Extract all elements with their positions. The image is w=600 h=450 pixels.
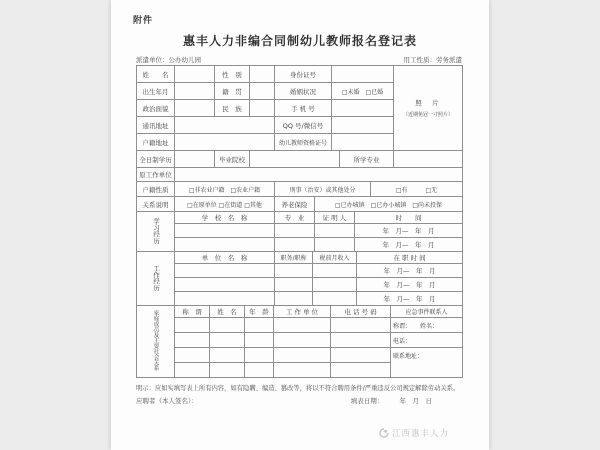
edu-row-major-cell (275, 224, 315, 238)
edu-row-reference-cell (315, 238, 355, 252)
family-row-relation-cell (175, 363, 210, 378)
qq-wechat-value-cell (332, 117, 394, 134)
basic-info-table (136, 65, 463, 151)
education-line-table (136, 150, 463, 168)
edu-row-major-cell (275, 238, 315, 252)
family-row-name-cell (210, 318, 245, 333)
watermark (379, 427, 449, 439)
signature-row (136, 396, 462, 405)
work-row-employer-cell (175, 292, 275, 306)
pension-options: □已办城镇 □已办小城镇 □尚未投保 (315, 197, 463, 212)
work-row-employer-cell (175, 278, 275, 292)
work-row-position-cell (275, 278, 313, 292)
qq-wechat-label: QQ 号/微信号 (275, 117, 332, 134)
teacher-cert-value-cell (332, 134, 394, 151)
work-row-tenure-cell: 年 月— 年 月 (357, 292, 463, 306)
emergency-contact-header: 应急事件联系人 (391, 306, 463, 318)
family-row-relation-cell (175, 348, 210, 363)
checkbox-rows-table (136, 181, 463, 212)
graduate-school-label: 毕业院校 (215, 151, 250, 168)
work-row-salary-cell (313, 278, 357, 292)
gender-value-cell (250, 66, 275, 83)
birth-value-cell (175, 83, 215, 100)
emergency-address-line: 联系地址： (391, 348, 463, 378)
name-value-cell (175, 66, 215, 83)
family-row-age-cell (245, 318, 274, 333)
family-members-table (136, 305, 463, 378)
family-row-phone-cell (331, 363, 391, 378)
gender-label: 性 别 (215, 66, 250, 83)
work-row-salary-cell (313, 264, 357, 278)
family-col-name: 姓 名 (210, 306, 245, 318)
fill-date-label: 填表日期： 年 月 日 (350, 397, 432, 405)
work-col-tenure: 在 职 时 间 (357, 252, 463, 264)
applicant-signature-label: 应聘者（本人签名）： (136, 397, 198, 405)
work-row-tenure-cell: 年 月— 年 月 (357, 264, 463, 278)
education-history-table (136, 211, 463, 252)
hukou-type-label: 户籍性质 (137, 182, 175, 197)
name-label: 姓 名 (137, 66, 175, 83)
native-place-value-cell (250, 83, 275, 100)
employment-type-label: 用工性质：劳务派遣 (403, 56, 462, 64)
family-col-age: 年 龄 (245, 306, 274, 318)
work-col-employer: 单 位 名 称 (175, 252, 275, 264)
previous-employer-label: 原工作单位 (137, 168, 175, 182)
form-note: 明示：应如实填写表上所有内容，如有隐瞒、编造、篡改等，将以不符合聘用条件/严重违反公司规定解除劳动关系。 (136, 385, 460, 392)
marital-options: □未婚 □已婚 (332, 83, 394, 100)
fulltime-edu-label: 全日制学历 (137, 151, 175, 168)
family-row-relation-cell (175, 318, 210, 333)
work-row-tenure-cell: 年 月— 年 月 (357, 278, 463, 292)
work-history-table (136, 251, 463, 306)
edu-row-time-cell: 年 月— 年 月 (355, 238, 463, 252)
education-history-section-label: 学习经历 (137, 212, 175, 252)
registered-address-value-cell (175, 134, 275, 151)
family-row-name-cell (210, 348, 245, 363)
work-row-position-cell (275, 292, 313, 306)
registration-form-table (136, 66, 462, 378)
family-row-phone-cell (331, 348, 391, 363)
form-meta-row (136, 55, 462, 64)
registered-address-label: 户籍地址 (137, 134, 175, 151)
previous-employer-table (136, 167, 463, 182)
edu-col-reference: 证 明 人 (315, 212, 355, 224)
mobile-label: 手 机 号 (275, 100, 332, 117)
huifeng-logo-icon (379, 428, 389, 438)
criminal-record-label: 刑事（治安）或其他处分 (275, 182, 371, 197)
mail-address-value-cell (175, 117, 275, 134)
work-col-position: 职务/职称 (275, 252, 313, 264)
edu-row-time-cell: 年 月— 年 月 (355, 224, 463, 238)
major-label: 所学专业 (340, 151, 394, 168)
id-number-label: 身份证号 (275, 66, 332, 83)
edu-col-major: 专 业 (275, 212, 315, 224)
previous-employer-value-cell (175, 168, 463, 182)
edu-row-reference-cell (315, 224, 355, 238)
family-row-employer-cell (274, 333, 331, 348)
relation-note-label: 关系说明 (137, 197, 175, 212)
graduate-school-value-cell (250, 151, 340, 168)
hukou-type-options: □非农业户籍 □农业户籍 (175, 182, 275, 197)
family-row-relation-cell (175, 333, 210, 348)
family-row-employer-cell (274, 318, 331, 333)
politics-value-cell (175, 100, 215, 117)
family-col-relation: 称 谓 (175, 306, 210, 318)
family-row-phone-cell (331, 318, 391, 333)
family-col-employer: 工 作 单 位 (274, 306, 331, 318)
family-row-name-cell (210, 333, 245, 348)
emergency-phone-line: 电话： (391, 333, 463, 348)
edu-row-school-cell (175, 224, 275, 238)
attachment-label: 附件 (133, 16, 154, 26)
family-row-age-cell (245, 348, 274, 363)
scanned-form-page (111, 0, 489, 450)
family-row-employer-cell (274, 348, 331, 363)
teacher-cert-label: 幼儿教师资格证号 (275, 134, 332, 151)
edu-row-school-cell (175, 238, 275, 252)
edu-col-school: 学 校 名 称 (175, 212, 275, 224)
work-row-employer-cell (175, 264, 275, 278)
form-title: 惠丰人力非编合同制幼儿教师报名登记表 (182, 34, 417, 48)
pension-label: 养老保险 (275, 197, 315, 212)
fulltime-edu-value-cell (175, 151, 215, 168)
family-row-name-cell (210, 363, 245, 378)
family-row-employer-cell (274, 363, 331, 378)
photo-title: 照 片 (415, 99, 441, 107)
photo-note: （近期免冠一寸照片） (402, 112, 453, 118)
emergency-relation-name-line: 称谓： 姓名： (391, 318, 463, 333)
major-value-cell (394, 151, 463, 168)
edu-col-time: 时 间 (355, 212, 463, 224)
family-row-age-cell (245, 363, 274, 378)
work-history-section-label: 工作经历 (137, 252, 175, 306)
work-col-salary: 税前月收入 (313, 252, 357, 264)
politics-label: 政治面貌 (137, 100, 175, 117)
dispatch-unit-label: 派遣单位：公办幼儿园 (136, 56, 201, 64)
birth-label: 出生年月 (137, 83, 175, 100)
family-row-age-cell (245, 333, 274, 348)
native-place-label: 籍 贯 (215, 83, 250, 100)
family-section-label: 家庭成员及主要社会关系 (137, 306, 175, 378)
work-row-position-cell (275, 264, 313, 278)
mobile-value-cell (332, 100, 394, 117)
relation-note-options: □在原单位 □在街道 □其他 (175, 197, 275, 212)
photo-cell (394, 66, 463, 151)
work-row-salary-cell (313, 292, 357, 306)
ethnic-label: 民 族 (215, 100, 250, 117)
ethnic-value-cell (250, 100, 275, 117)
watermark-text: 江西惠丰人力 (391, 429, 449, 439)
family-row-phone-cell (331, 333, 391, 348)
family-col-phone: 电 话 号 码 (331, 306, 391, 318)
mail-address-label: 通讯地址 (137, 117, 175, 134)
criminal-record-options: □有 □无 (371, 182, 463, 197)
marital-label: 婚姻状况 (275, 83, 332, 100)
id-number-value-cell (332, 66, 394, 83)
